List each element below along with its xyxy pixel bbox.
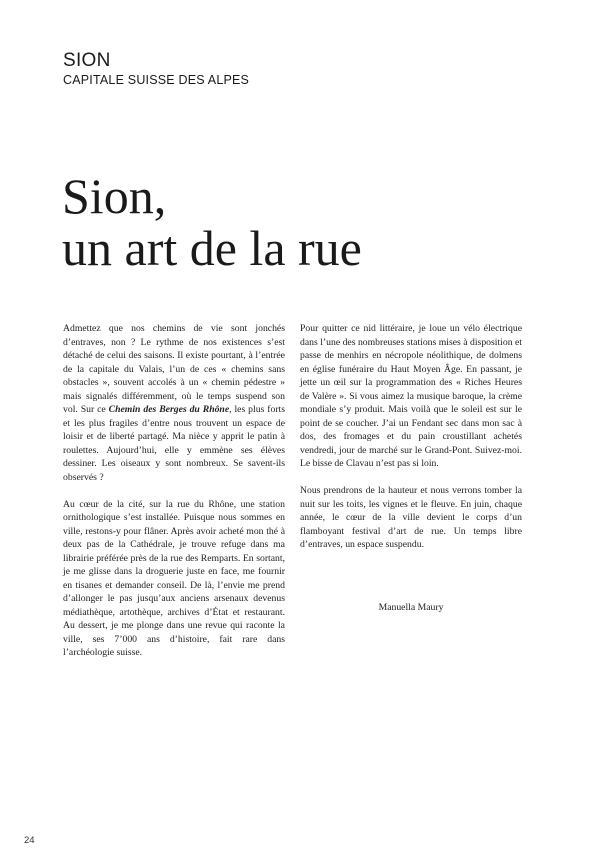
author-signature: Manuella Maury (378, 602, 444, 613)
paragraph (63, 322, 285, 484)
paragraph: Au cœur de la cité, sur la rue du Rhône, une station ornithologique s’est installée. Puisque nous sommes en ville, restons-y pour flâner. Après avoir acheté mon thé à deux pas de la Cathédrale, je trouve refuge dans ma librairie préférée près de la rue des Remparts. En sortant, je me glisse dans la droguerie juste en face, me fournir en tisanes et demander conseil. De là, l’envie me prend d’allonger le pas jusqu’aux anciens arsenaux devenus médiathèque, artothèque, archives d’État et restaurant. Au dessert, je me plonge dans une revue qui raconte la ville, ses 7’000 ans d’histoire, fait rare dans l’archéologie suisse. (63, 498, 285, 658)
article-headline (62, 170, 562, 274)
paragraph: Pour quitter ce nid littéraire, je loue un vélo électrique dans l’une des nombreuses stations mises à disposition et passe de menhirs en nécropole néolithique, de dolmens en église funéraire du Haut Moyen Âge. En passant, je jette un œil sur la programmation des « Riches Heures de Valère ». Si vous aimez la musique baroque, la crème mondiale s’y produit. Mais voilà que le soleil est sur le point de se coucher. J’ai un Fendant sec dans mon sac à dos, des fromages et du pain croustillant achetés vendredi, jour de marché sur le Grand-Pont. Suivez-moi. Le bisse de Clavau n’est pas si loin. (300, 323, 522, 469)
section-subtitle: CAPITALE SUISSE DES ALPES (63, 73, 250, 87)
headline-line-1: Sion, (62, 168, 167, 224)
page-number: 24 (24, 835, 35, 846)
headline-line-2: un art de la rue (62, 220, 362, 276)
emphasis-text: Chemin des Berges du Rhône (108, 404, 230, 415)
paragraph-text: Admettez que nos chemins de vie sont jonchés d’entraves, non ? Le rythme de nos existences s’est détaché de celui des saisons. Il existe pourtant, à l’entrée de la capitale du Valais, l’un de ces « chemins sans obstacles », souvent accolés à un « chemin pédestre » mais signalés différemment, où le temps suspend son vol. Sur ce (63, 323, 285, 415)
paragraph: Nous prendrons de la hauteur et nous verrons tomber la nuit sur les toits, les vignes et le fleuve. En juin, chaque année, le cœur de la ville devient le corps d’un flamboyant festival d’art de rue. Un temps libre d’entraves, un espace suspendu. (300, 485, 522, 550)
article-column-right (300, 322, 522, 552)
paragraph-text: , les plus forts et les plus fragiles d’entre nous trouvent un espace de loisir et de liberté partagé. Ma nièce y apprit le patin à roulettes. Aujourd’hui, elle y emmène ses élèves dessiner. Les oiseaux y sont nombreux. Se savent-ils observés ? (63, 404, 286, 483)
section-header (63, 51, 249, 88)
section-title: SION (63, 50, 111, 71)
article-column-left (63, 322, 285, 660)
